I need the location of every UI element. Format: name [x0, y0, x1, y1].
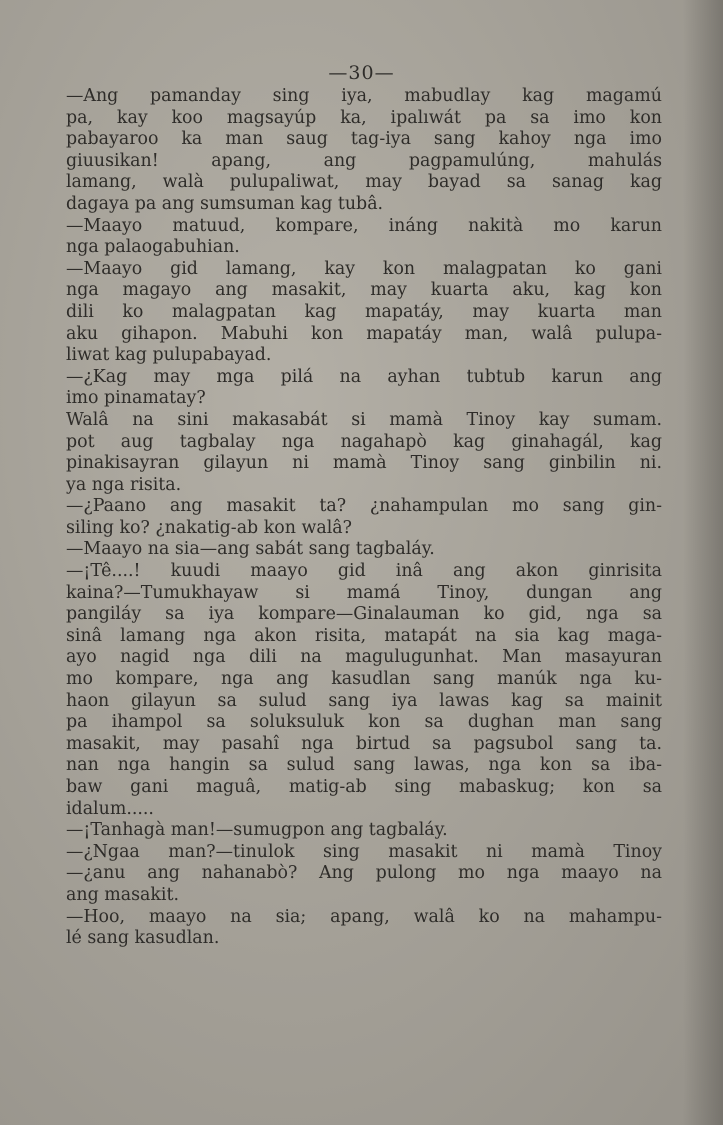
text-line: baw gani maguâ, matig-ab sing mabaskug; kon sa — [66, 777, 662, 797]
text-line: —Hoo, maayo na sia; apang, walâ ko na mahampu- — [66, 906, 662, 927]
page-number: —30— — [328, 62, 395, 84]
text-line: ayo nagid nga dili na magulugunhat. Man masayuran — [66, 647, 662, 668]
text-line: sinâ lamang nga akon risita, matapát na sia kag maga- — [66, 625, 662, 646]
text-line: nan nga hangin sa sulud sang lawas, nga kon sa iba- — [66, 755, 662, 776]
text-line: nga magayo ang masakit, may kuarta aku, kag kon — [66, 280, 662, 301]
text-line: pabayaroo ka man saug tag-iya sang kahoy nga imo — [66, 129, 662, 150]
text-line: —¿Kag may mga pilá na ayhan tubtub karun ang — [66, 366, 662, 387]
text-line: —¡Tê....! kuudi maayo gid inâ ang akon ginrisita — [66, 561, 662, 582]
text-line: nga palaogabuhian. — [66, 237, 240, 258]
text-line: ang masakit. — [66, 884, 179, 905]
text-line: haon gilayun sa sulud sang iya lawas kag sa mainit — [66, 690, 662, 711]
text-line: pa ihampol sa soluksuluk kon sa dughan man sang — [66, 712, 662, 733]
text-line: pot aug tagbalay nga nagahapò kag ginahagál, kag — [66, 431, 662, 452]
text-line: dili ko malagpatan kag mapatáy, may kuarta man — [66, 301, 662, 322]
text-line: pa, kay koo magsayúp ka, ipalıwát pa sa imo kon — [66, 107, 662, 128]
text-line: pangiláy sa iya kompare—Ginalauman ko gid, nga sa — [66, 604, 662, 625]
text-line: —¿Ngaa man?—tinulok sing masakit ni mamà Tinoy — [66, 841, 662, 862]
text-line: masakit, may pasahî nga birtud sa pagsubol sang ta. — [66, 733, 662, 754]
text-line: siling ko? ¿nakatig-ab kon walâ? — [66, 517, 352, 538]
text-line: lamang, walà pulupaliwat, may bayad sa sanag kag — [66, 172, 662, 193]
text-line: —Maayo matuud, kompare, ináng nakità mo karun — [66, 215, 662, 236]
text-line: lé sang kasudlan. — [66, 928, 220, 949]
text-line: ya nga risita. — [66, 474, 182, 495]
text-line: —¿Paano ang masakit ta? ¿nahampulan mo sang gin- — [66, 496, 662, 517]
body-text — [66, 86, 662, 950]
text-line: giuusikan! apang, ang pagpamulúng, mahulás — [66, 150, 662, 171]
text-line: pinakisayran gilayun ni mamà Tinoy sang ginbilin ni. — [66, 453, 662, 474]
text-line: imo pinamatay? — [66, 388, 206, 409]
text-line: —Maayo gid lamang, kay kon malagpatan ko gani — [66, 258, 662, 279]
text-line: —¡Tanhagà man!—sumugpon ang tagbaláy. — [66, 820, 448, 841]
text-line: Walâ na sini makasabát si mamà Tinoy kay sumam. — [66, 409, 662, 430]
text-line: —Ang pamanday sing iya, mabudlay kag magamú — [66, 86, 662, 106]
page-edge-shadow — [683, 0, 723, 1125]
text-line: mo kompare, nga ang kasudlan sang manúk nga ku- — [66, 669, 662, 690]
text-line: kaina?—Tumukhayaw si mamá Tinoy, dungan ang — [66, 582, 662, 603]
text-line: dagaya pa ang sumsuman kag tubâ. — [66, 193, 384, 214]
text-line: —¿anu ang nahanabò? Ang pulong mo nga maayo na — [66, 863, 662, 884]
text-line: liwat kag pulupabayad. — [66, 345, 272, 366]
text-line: idalum..... — [66, 798, 154, 819]
text-line: aku gihapon. Mabuhi kon mapatáy man, walâ pulupa- — [66, 323, 662, 344]
text-line: —Maayo na sia—ang sabát sang tagbaláy. — [66, 539, 435, 560]
